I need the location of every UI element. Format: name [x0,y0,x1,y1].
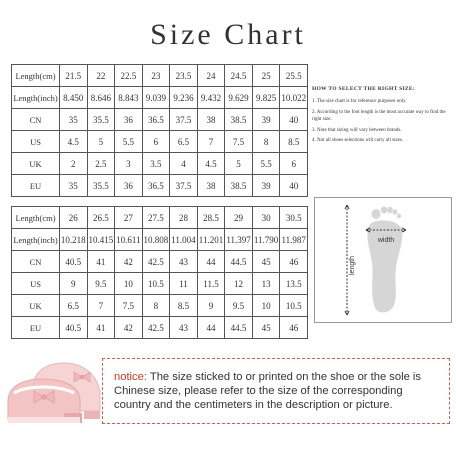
size-cell: 6.5 [170,131,198,153]
size-cell: 6.5 [60,295,88,317]
size-cell: 8.5 [280,131,308,153]
size-table-small [11,64,308,197]
size-cell: 25.5 [280,65,308,87]
notice-body: The size sticked to or printed on the shoe or the sole is Chinese size, please refer to the size of the corresponding country and the centimeters in the description or picture. [114,371,422,411]
size-cell: 10.415 [87,229,115,251]
size-cell: 36 [115,109,143,131]
size-cell: 30 [252,207,280,229]
size-cell: 10.218 [60,229,88,251]
row-header: UK [12,153,60,175]
size-cell: 9 [60,273,88,295]
size-cell: 42 [115,317,143,339]
size-cell: 7 [197,131,225,153]
size-cell: 37.5 [170,109,198,131]
size-cell: 24.5 [225,65,253,87]
size-cell: 11.201 [197,229,225,251]
size-cell: 43 [170,317,198,339]
size-cell: 10.5 [142,273,170,295]
size-cell: 4.5 [197,153,225,175]
size-cell: 7.5 [115,295,143,317]
size-cell: 26 [60,207,88,229]
row-header: Length(inch) [12,87,60,109]
size-cell: 11.004 [170,229,198,251]
size-tips [312,86,452,149]
size-cell: 41 [87,251,115,273]
size-cell: 26.5 [87,207,115,229]
size-cell: 10 [115,273,143,295]
row-header: Length(cm) [12,207,60,229]
tip-item: 2. According to the foot length is the most accurate way to find the right size. [312,110,446,122]
size-cell: 39 [252,109,280,131]
size-cell: 35 [60,175,88,197]
size-cell: 9 [197,295,225,317]
size-cell: 37.5 [170,175,198,197]
size-cell: 46 [280,317,308,339]
size-cell: 41 [87,317,115,339]
size-cell: 29 [225,207,253,229]
size-cell: 40 [280,175,308,197]
length-label: length [349,255,356,275]
row-header: UK [12,295,60,317]
size-cell: 8.450 [60,87,88,109]
size-cell: 9.039 [142,87,170,109]
size-cell: 5.5 [115,131,143,153]
size-cell: 4.5 [60,131,88,153]
size-cell: 42.5 [142,317,170,339]
size-cell: 8.5 [170,295,198,317]
page-title: Size Chart [150,18,306,51]
size-cell: 8 [142,295,170,317]
size-cell: 28.5 [197,207,225,229]
size-cell: 38 [197,109,225,131]
size-row [12,65,308,87]
size-cell: 22 [87,65,115,87]
size-cell: 4 [170,153,198,175]
size-cell: 7.5 [225,131,253,153]
size-row [12,109,308,131]
row-header: Length(inch) [12,229,60,251]
size-cell: 7 [87,295,115,317]
tip-item: 3. Note that sizing will vary between brands. [312,127,402,133]
size-cell: 25 [252,65,280,87]
size-cell: 5 [225,153,253,175]
size-cell: 6 [280,153,308,175]
size-cell: 11 [170,273,198,295]
size-cell: 2 [60,153,88,175]
size-cell: 6 [142,131,170,153]
size-cell: 13.5 [280,273,308,295]
size-cell: 3 [115,153,143,175]
size-cell: 9.236 [170,87,198,109]
size-cell: 10 [252,295,280,317]
row-header: US [12,131,60,153]
size-cell: 44.5 [225,317,253,339]
size-cell: 30.5 [280,207,308,229]
tip-item: 4. Not all shoes selections will carry all sizes. [312,138,404,144]
size-cell: 39 [252,175,280,197]
size-row [12,175,308,197]
size-row [12,295,308,317]
size-cell: 35.5 [87,109,115,131]
width-label: width [377,237,395,244]
size-cell: 9.5 [225,295,253,317]
size-row [12,251,308,273]
size-table-large [11,206,308,339]
size-row [12,87,308,109]
size-row [12,153,308,175]
size-cell: 10.022 [280,87,308,109]
size-cell: 35.5 [87,175,115,197]
size-cell: 10.611 [115,229,143,251]
size-cell: 11.790 [252,229,280,251]
size-cell: 36 [115,175,143,197]
size-cell: 45 [252,251,280,273]
size-cell: 38.5 [225,109,253,131]
notice-text [114,370,442,412]
size-cell: 45 [252,317,280,339]
size-row [12,273,308,295]
size-cell: 42 [115,251,143,273]
size-cell: 11.5 [197,273,225,295]
size-cell: 23 [142,65,170,87]
size-row [12,207,308,229]
size-cell: 21.5 [60,65,88,87]
size-cell: 46 [280,251,308,273]
foot-measurement-diagram [314,197,452,323]
size-cell: 23.5 [170,65,198,87]
shoe-front [8,379,82,423]
size-cell: 9.432 [197,87,225,109]
size-cell: 5 [87,131,115,153]
size-cell: 13 [252,273,280,295]
notice-label: notice: [114,371,147,383]
size-cell: 27.5 [142,207,170,229]
size-cell: 44 [197,317,225,339]
size-row [12,131,308,153]
size-cell: 8 [252,131,280,153]
tips-heading: HOW TO SELECT THE RIGHT SIZE: [312,86,416,92]
size-cell: 27 [115,207,143,229]
size-cell: 5.5 [252,153,280,175]
size-cell: 38 [197,175,225,197]
size-cell: 11.397 [225,229,253,251]
size-cell: 38.5 [225,175,253,197]
size-cell: 40.5 [60,251,88,273]
row-header: Length(cm) [12,65,60,87]
size-cell: 22.5 [115,65,143,87]
size-cell: 36.5 [142,109,170,131]
size-cell: 28 [170,207,198,229]
size-cell: 36.5 [142,175,170,197]
row-header: EU [12,317,60,339]
size-cell: 10.808 [142,229,170,251]
size-cell: 8.646 [87,87,115,109]
size-cell: 43 [170,251,198,273]
size-cell: 8.843 [115,87,143,109]
size-cell: 42.5 [142,251,170,273]
row-header: CN [12,109,60,131]
size-row [12,229,308,251]
size-cell: 3.5 [142,153,170,175]
size-cell: 40 [280,109,308,131]
tip-item: 1. The size chart is for reference purposes only. [312,99,407,105]
size-cell: 24 [197,65,225,87]
size-cell: 44 [197,251,225,273]
size-cell: 9.825 [252,87,280,109]
size-cell: 9.629 [225,87,253,109]
size-cell: 12 [225,273,253,295]
row-header: US [12,273,60,295]
size-cell: 44.5 [225,251,253,273]
size-cell: 2.5 [87,153,115,175]
size-cell: 9.5 [87,273,115,295]
size-cell: 35 [60,109,88,131]
size-cell: 10.5 [280,295,308,317]
row-header: CN [12,251,60,273]
row-header: EU [12,175,60,197]
size-cell: 11.987 [280,229,308,251]
size-cell: 40.5 [60,317,88,339]
